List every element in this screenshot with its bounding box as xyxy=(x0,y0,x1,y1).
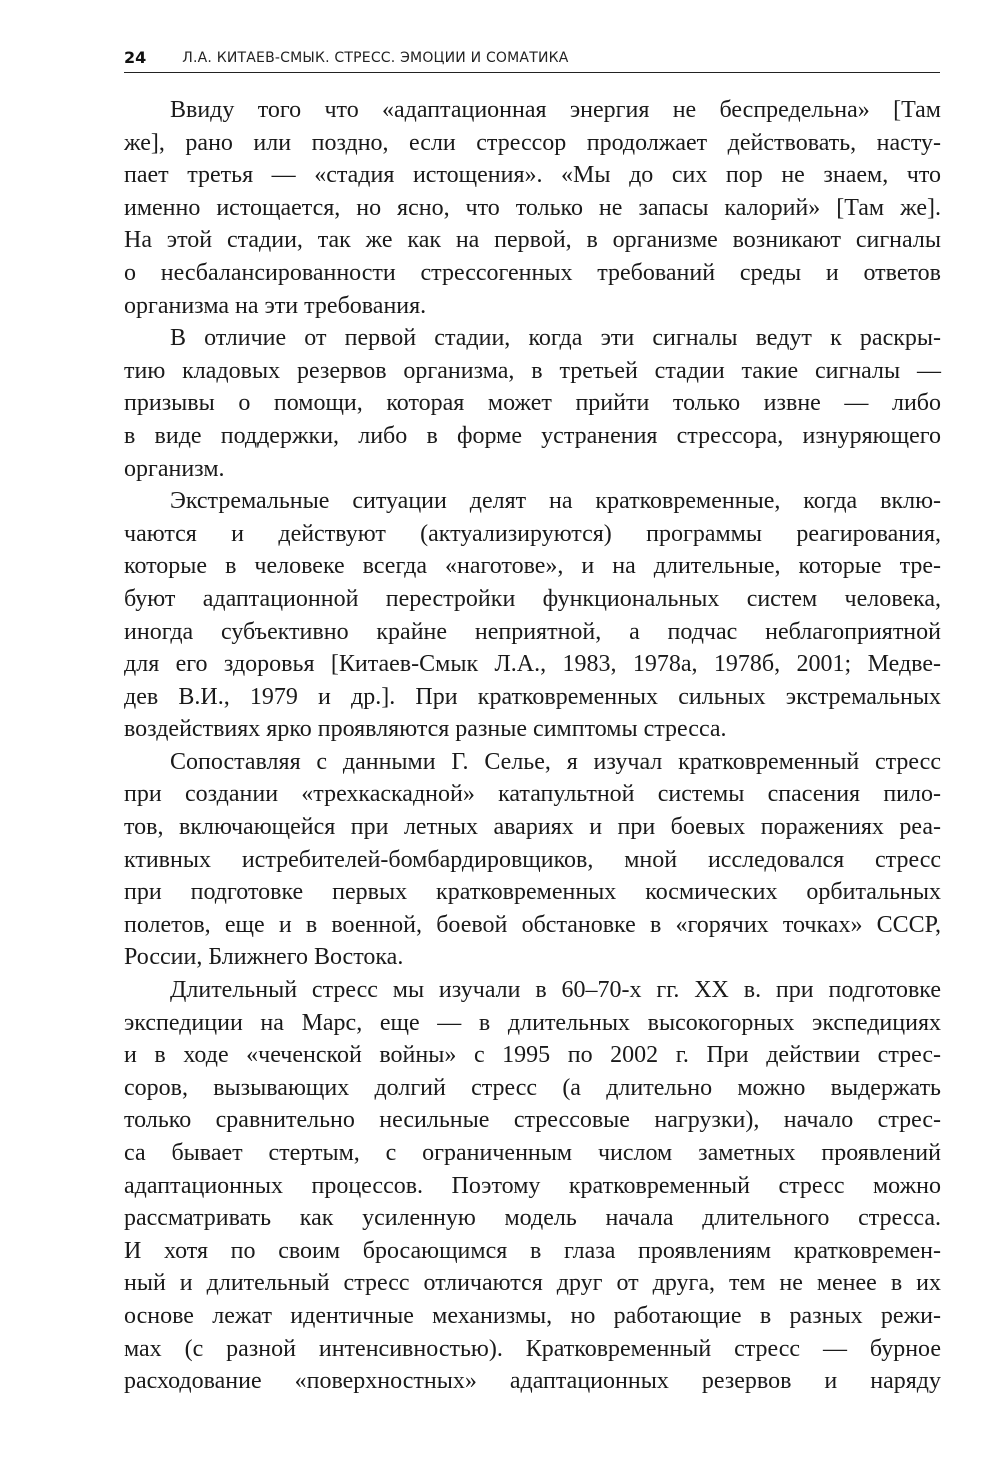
page-number: 24 xyxy=(124,48,147,67)
text-line: Длительный стресс мы изучали в 60–70-х гг. XX в. при подготовке xyxy=(170,977,941,1004)
text-line: иногда субъективно крайне неприятной, а подчас неблагоприятной xyxy=(124,618,941,645)
text-line: воздействиях ярко проявляются разные симптомы стресса. xyxy=(124,716,727,743)
text-line: именно истощается, но ясно, что только не запасы калорий» [Там же]. xyxy=(124,194,941,221)
text-line: и в ходе «чеченской войны» с 1995 по 2002 г. При действии стрес- xyxy=(124,1042,941,1069)
paragraph xyxy=(124,485,941,746)
text-line: же], рано или поздно, если стрессор продолжает действовать, насту- xyxy=(124,129,941,156)
paragraph xyxy=(124,974,941,1398)
text-line: И хотя по своим бросающимся в глаза проявлениям кратковремен- xyxy=(124,1237,941,1264)
book-title: Л.А. КИТАЕВ-СМЫК. СТРЕСС. ЭМОЦИИ И СОМАТИКА xyxy=(182,50,569,66)
running-header xyxy=(124,44,940,73)
paragraph xyxy=(124,322,941,485)
text-line: тов, включающейся при летных авариях и при боевых поражениях реа- xyxy=(124,814,941,841)
text-line: полетов, еще и в военной, боевой обстановке в «горячих точках» СССР, xyxy=(124,911,941,938)
text-line: соров, вызывающих долгий стресс (а длительно можно выдержать xyxy=(124,1074,941,1101)
text-line: о несбалансированности стрессогенных требований среды и ответов xyxy=(124,259,941,286)
text-line: основе лежат идентичные механизмы, но работающие в разных режи- xyxy=(124,1302,941,1329)
text-line: ный и длительный стресс отличаются друг от друга, тем не менее в их xyxy=(124,1270,941,1297)
text-line: Ввиду того что «адаптационная энергия не беспредельна» [Там xyxy=(170,97,941,123)
paragraph xyxy=(124,746,941,974)
text-line: тию кладовых резервов организма, в третьей стадии такие сигналы — xyxy=(124,357,941,384)
text-line: Сопоставляя с данными Г. Селье, я изучал кратковременный стресс xyxy=(170,748,941,775)
text-line: ктивных истребителей-бомбардировщиков, мной исследовался стресс xyxy=(124,846,941,873)
text-line: при создании «трехкаскадной» катапультной системы спасения пило- xyxy=(124,781,941,808)
text-line: Экстремальные ситуации делят на кратковременные, когда вклю- xyxy=(170,488,941,515)
text-line: в виде поддержки, либо в форме устранения стрессора, изнуряющего xyxy=(124,422,941,449)
text-line: расходование «поверхностных» адаптационных резервов и наряду xyxy=(124,1368,941,1395)
text-line: рассматривать как усиленную модель начала длительного стресса. xyxy=(124,1205,941,1232)
text-line: которые в человеке всегда «наготове», и на длительные, которые тре- xyxy=(124,553,941,580)
text-line: только сравнительно несильные стрессовые нагрузки), начало стрес- xyxy=(124,1107,941,1134)
text-line: адаптационных процессов. Поэтому кратковременный стресс можно xyxy=(124,1172,941,1199)
text-line: са бывает стертым, с ограниченным числом заметных проявлений xyxy=(124,1140,941,1166)
text-line: чаются и действуют (актуализируются) программы реагирования, xyxy=(124,520,941,547)
text-line: для его здоровья [Китаев-Смык Л.А., 1983, 1978а, 1978б, 2001; Медве- xyxy=(124,651,941,678)
text-line: В отличие от первой стадии, когда эти сигналы ведут к раскры- xyxy=(170,325,941,352)
text-line: На этой стадии, так же как на первой, в организме возникают сигналы xyxy=(124,227,941,254)
text-line: буют адаптационной перестройки функциональных систем человека, xyxy=(124,585,941,612)
text-line: организм. xyxy=(124,455,225,482)
text-line: экспедиции на Марс, еще — в длительных высокогорных экспедициях xyxy=(124,1009,941,1036)
text-line: мах (с разной интенсивностью). Кратковременный стресс — бурное xyxy=(124,1335,941,1362)
paragraph xyxy=(124,94,941,322)
text-line: призывы о помощи, которая может прийти только извне — либо xyxy=(124,390,941,417)
text-line: дев В.И., 1979 и др.]. При кратковременных сильных экстремальных xyxy=(124,683,941,710)
text-line: при подготовке первых кратковременных космических орбитальных xyxy=(124,879,941,906)
text-line: организма на эти требования. xyxy=(124,292,427,319)
text-line: пает третья — «стадия истощения». «Мы до сих пор не знаем, что xyxy=(124,162,941,189)
text-line: России, Ближнего Востока. xyxy=(124,944,404,971)
body-text xyxy=(124,94,941,1398)
